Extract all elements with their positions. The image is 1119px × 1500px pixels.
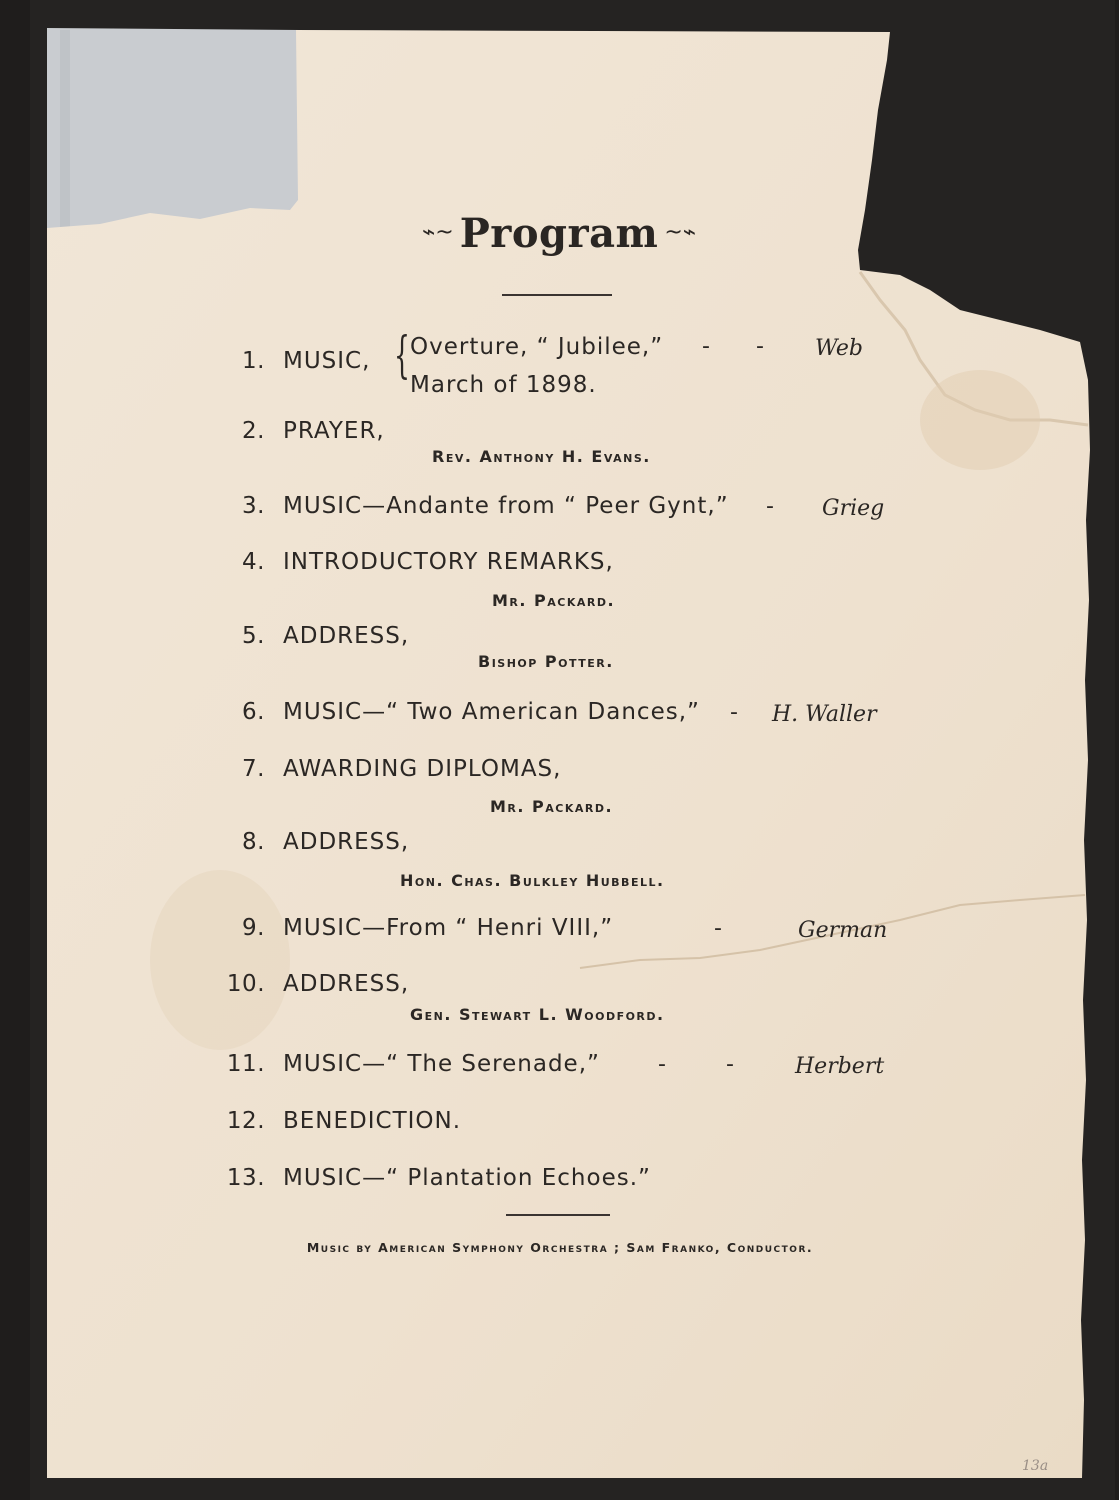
item-label: MUSIC—“ Plantation Echoes.” [283, 1165, 651, 1191]
item-label: ADDRESS, [283, 971, 410, 997]
item-number: 2. [242, 418, 265, 444]
item-number: 1. [242, 348, 265, 374]
item-number: 6. [242, 699, 265, 725]
speaker-name: Gen. Stewart L. Woodford. [410, 1005, 665, 1024]
leader-dash: - [714, 916, 722, 941]
leader-dash: - [702, 334, 710, 359]
speaker-name: Hon. Chas. Bulkley Hubbell. [400, 871, 665, 890]
item-label: ADDRESS, [283, 829, 410, 855]
composer-name: H. Waller [772, 702, 877, 727]
leader-dash: - [730, 700, 738, 725]
speaker-name: Mr. Packard. [490, 797, 614, 816]
leader-dash: - [756, 334, 764, 359]
leader-dash: - [658, 1052, 666, 1077]
item-label: AWARDING DIPLOMAS, [283, 756, 562, 782]
item-number: 9. [242, 915, 265, 941]
item-number: 7. [242, 756, 265, 782]
item-label: INTRODUCTORY REMARKS, [283, 549, 614, 575]
item-label: MUSIC, [283, 348, 371, 374]
item-subline: Overture, “ Jubilee,” [410, 334, 664, 360]
item-number: 11. [226, 1051, 265, 1077]
leader-dash: - [766, 494, 774, 519]
composer-name: Grieg [822, 496, 885, 521]
composer-name: German [798, 918, 888, 943]
item-subline: March of 1898. [410, 372, 597, 398]
item-number: 13. [226, 1165, 265, 1191]
item-number: 12. [226, 1108, 265, 1134]
speaker-name: Rev. Anthony H. Evans. [432, 447, 651, 466]
item-number: 4. [242, 549, 265, 575]
program-title-block [422, 198, 696, 268]
item-label: MUSIC—“ Two American Dances,” [283, 699, 700, 725]
item-number: 8. [242, 829, 265, 855]
composer-name: Herbert [795, 1054, 885, 1079]
composer-name: Web [815, 336, 863, 361]
item-label: MUSIC—From “ Henri VIII,” [283, 915, 614, 941]
item-label: BENEDICTION. [283, 1108, 462, 1134]
item-number: 3. [242, 493, 265, 519]
title-rule [502, 294, 612, 296]
item-number: 5. [242, 623, 265, 649]
program-title: Program [459, 209, 659, 257]
footer-rule [506, 1214, 610, 1216]
item-label: ADDRESS, [283, 623, 410, 649]
item-label: PRAYER, [283, 418, 385, 444]
speaker-name: Mr. Packard. [492, 591, 616, 610]
item-label: MUSIC—Andante from “ Peer Gynt,” [283, 493, 729, 519]
speaker-name: Bishop Potter. [478, 652, 614, 671]
pencil-annotation: 13a [1022, 1458, 1049, 1474]
right-swirl-ornament: ~⌁ [664, 220, 696, 245]
item-label: MUSIC—“ The Serenade,” [283, 1051, 600, 1077]
brace: { [393, 326, 410, 384]
footer-credit: Music by American Symphony Orchestra ; Sam Franko, Conductor. [306, 1240, 814, 1255]
item-number: 10. [226, 971, 265, 997]
leader-dash: - [726, 1052, 734, 1077]
left-swirl-ornament: ⌁~ [422, 220, 454, 245]
